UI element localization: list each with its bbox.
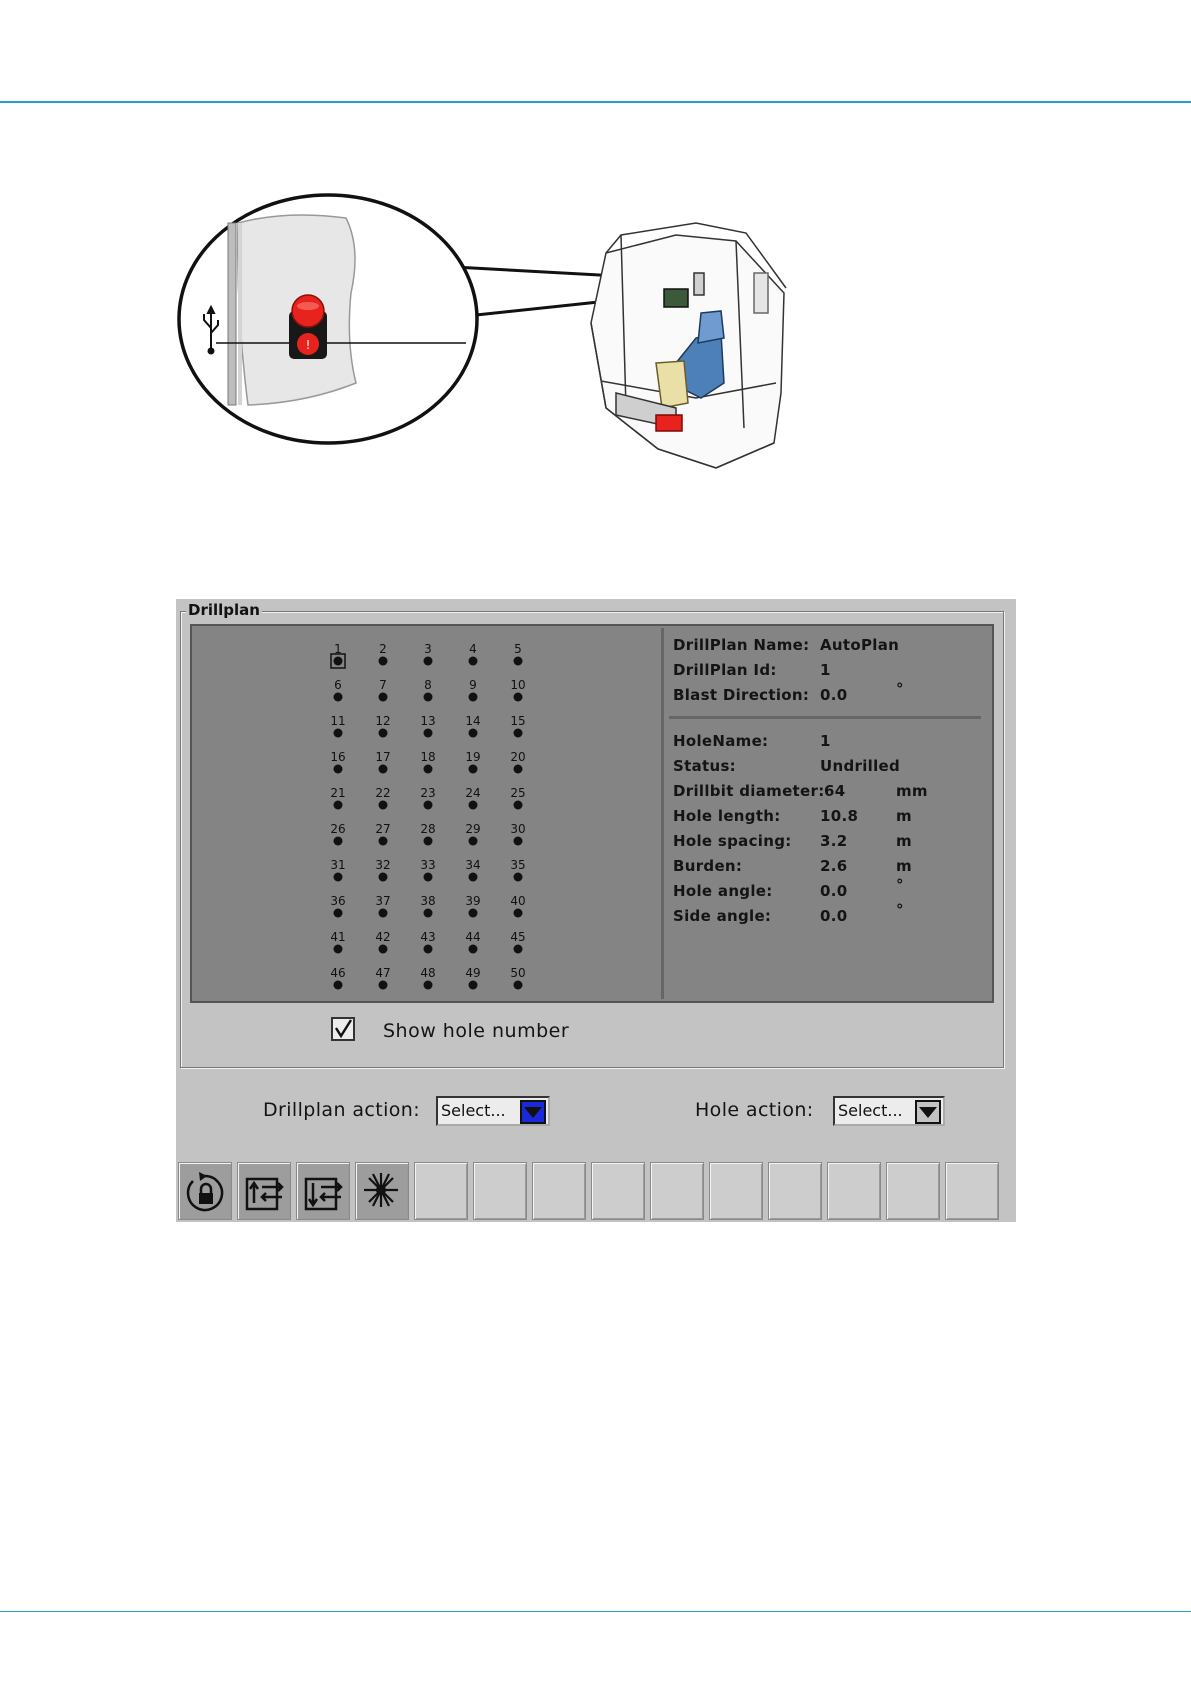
hole-dot: [379, 945, 388, 954]
cab-display: [664, 289, 688, 307]
hole-number: 2: [379, 642, 387, 656]
hole-dot: [514, 765, 523, 774]
info-value: 0.0: [820, 882, 848, 900]
drill-hole[interactable]: [420, 894, 435, 918]
info-label: Hole spacing:: [673, 832, 792, 850]
info-value: 3.2: [820, 832, 848, 850]
hole-dot: [514, 657, 523, 666]
hole-dot: [334, 837, 343, 846]
hole-dot: [334, 693, 343, 702]
hole-number: 45: [510, 930, 526, 944]
info-row-hole-name: [673, 732, 981, 754]
softkey-13[interactable]: [886, 1162, 940, 1220]
drill-hole[interactable]: [465, 786, 480, 810]
drill-hole[interactable]: [330, 786, 345, 810]
dropdown-arrow-button[interactable]: [520, 1100, 546, 1124]
plan-info-panel: [669, 628, 981, 719]
show-hole-number-row[interactable]: [331, 1017, 631, 1047]
drill-hole[interactable]: [420, 714, 435, 738]
hole-dot: [334, 657, 343, 666]
hole-dot: [379, 981, 388, 990]
hole-dot: [424, 765, 433, 774]
drill-hole[interactable]: [510, 894, 525, 918]
hole-number: 4: [469, 642, 477, 656]
info-label: HoleName:: [673, 732, 769, 750]
hole-dot: [379, 693, 388, 702]
hole-number: 48: [420, 966, 436, 980]
hole-number: 14: [465, 714, 481, 728]
drill-hole[interactable]: [469, 642, 478, 666]
hole-dot: [514, 945, 523, 954]
hole-number: 20: [510, 750, 526, 764]
export-plan-icon: [301, 1169, 347, 1215]
drill-hole[interactable]: [420, 930, 435, 954]
hole-number: 5: [514, 642, 522, 656]
hole-dot: [424, 801, 433, 810]
softkey-6[interactable]: [473, 1162, 527, 1220]
info-row-hole-angle: [673, 876, 981, 904]
hole-number: 1: [334, 642, 342, 656]
hole-number: 22: [375, 786, 391, 800]
hole-dot: [424, 981, 433, 990]
hole-dot: [469, 873, 478, 882]
softkey-10[interactable]: [709, 1162, 763, 1220]
info-value: 2.6: [820, 857, 848, 875]
softkey-8[interactable]: [591, 1162, 645, 1220]
drill-hole[interactable]: [375, 822, 390, 846]
hole-number: 43: [420, 930, 436, 944]
hole-dot: [334, 873, 343, 882]
hole-number: 47: [375, 966, 391, 980]
hole-number: 36: [330, 894, 346, 908]
hole-dot: [469, 693, 478, 702]
select-value: Select...: [441, 1101, 506, 1120]
info-value: 10.8: [820, 807, 859, 825]
drill-hole[interactable]: [420, 786, 435, 810]
hole-number: 18: [420, 750, 436, 764]
drill-hole[interactable]: [465, 714, 480, 738]
info-label: Hole angle:: [673, 882, 773, 900]
drill-hole[interactable]: [514, 642, 523, 666]
info-row-burden: [673, 857, 981, 879]
hole-dot: [514, 729, 523, 738]
drill-hole[interactable]: [375, 786, 390, 810]
hole-dot: [469, 729, 478, 738]
hole-dot: [379, 801, 388, 810]
drill-hole[interactable]: [379, 642, 388, 666]
hole-number: 6: [334, 678, 342, 692]
drill-hole[interactable]: [510, 966, 525, 990]
info-value: Undrilled: [820, 757, 901, 775]
hole-dot: [514, 909, 523, 918]
hole-number: 35: [510, 858, 526, 872]
drill-hole[interactable]: [510, 678, 525, 702]
softkey-7[interactable]: [532, 1162, 586, 1220]
hole-number: 46: [330, 966, 346, 980]
info-value: AutoPlan: [820, 636, 900, 654]
drill-hole[interactable]: [375, 894, 390, 918]
hole-dot: [469, 945, 478, 954]
info-unit: °: [896, 876, 904, 894]
info-value: 0.0: [820, 686, 848, 704]
hole-dot: [379, 657, 388, 666]
show-hole-number-label: Show hole number: [383, 1020, 570, 1042]
red-cap: [292, 295, 324, 327]
hole-number: 32: [375, 858, 391, 872]
drill-hole[interactable]: [424, 678, 433, 702]
hole-dot: [334, 801, 343, 810]
drill-hole[interactable]: [375, 966, 390, 990]
hole-number: 24: [465, 786, 481, 800]
hole-number: 15: [510, 714, 526, 728]
hole-action-select[interactable]: [833, 1096, 945, 1126]
hole-number: 34: [465, 858, 481, 872]
drill-hole[interactable]: [465, 930, 480, 954]
hole-number: 23: [420, 786, 436, 800]
drill-hole[interactable]: [420, 858, 435, 882]
hole-number: 7: [379, 678, 387, 692]
hole-number: 10: [510, 678, 526, 692]
softkey-12[interactable]: [827, 1162, 881, 1220]
triangle-down-icon: [522, 1102, 544, 1122]
drill-hole[interactable]: [510, 822, 525, 846]
softkey-3[interactable]: [296, 1162, 350, 1220]
hole-number: 3: [424, 642, 432, 656]
drill-hole[interactable]: [330, 966, 345, 990]
cab-drawing: [591, 223, 786, 468]
hole-dot: [514, 981, 523, 990]
hole-number: 25: [510, 786, 526, 800]
drill-hole[interactable]: [420, 966, 435, 990]
hole-number: 8: [424, 678, 432, 692]
hole-dot: [379, 765, 388, 774]
info-label: DrillPlan Id:: [673, 661, 777, 679]
hole-dot: [334, 729, 343, 738]
hole-number: 41: [330, 930, 346, 944]
laser-icon: [360, 1169, 406, 1215]
hole-dot: [424, 693, 433, 702]
hole-grid-area[interactable]: [194, 628, 664, 999]
hole-dot: [424, 945, 433, 954]
hole-dot: [379, 873, 388, 882]
triangle-down-icon: [917, 1102, 939, 1122]
hole-number: 27: [375, 822, 391, 836]
hole-number: 29: [465, 822, 481, 836]
select-value: Select...: [838, 1101, 903, 1120]
hole-number: 28: [420, 822, 436, 836]
softkey-9[interactable]: [650, 1162, 704, 1220]
import-plan-icon: [242, 1169, 288, 1215]
drill-hole[interactable]: [510, 786, 525, 810]
softkey-11[interactable]: [768, 1162, 822, 1220]
info-label: Hole length:: [673, 807, 781, 825]
hole-number: 30: [510, 822, 526, 836]
hole-dot: [469, 765, 478, 774]
drill-hole[interactable]: [375, 750, 390, 774]
hole-number: 42: [375, 930, 391, 944]
drill-hole[interactable]: [375, 858, 390, 882]
hole-number: 19: [465, 750, 481, 764]
lock-rotate-icon: [183, 1169, 229, 1215]
dropdown-arrow-button[interactable]: [915, 1100, 941, 1124]
hole-number: 16: [330, 750, 346, 764]
show-hole-number-checkbox[interactable]: [331, 1017, 355, 1041]
hole-dot: [469, 909, 478, 918]
hole-number: 33: [420, 858, 436, 872]
hole-dot: [424, 909, 433, 918]
drill-hole[interactable]: [465, 822, 480, 846]
softkey-1[interactable]: [178, 1162, 232, 1220]
hole-dot: [514, 837, 523, 846]
hole-number: 12: [375, 714, 391, 728]
info-value: 1: [820, 732, 831, 750]
drill-hole[interactable]: [420, 750, 435, 774]
info-row-plan-id: [673, 661, 981, 683]
hole-number: 39: [465, 894, 481, 908]
drill-hole[interactable]: [510, 714, 525, 738]
drill-hole[interactable]: [465, 966, 480, 990]
info-row-status: [673, 757, 981, 779]
hole-dot: [334, 909, 343, 918]
drill-hole[interactable]: [510, 750, 525, 774]
info-row-blast-direction: [673, 680, 981, 708]
info-unit: mm: [896, 782, 928, 800]
softkey-2[interactable]: [237, 1162, 291, 1220]
info-row-plan-name: [673, 636, 981, 658]
hole-dot: [379, 837, 388, 846]
drill-hole[interactable]: [465, 750, 480, 774]
info-label: Side angle:: [673, 907, 772, 925]
hole-number: 40: [510, 894, 526, 908]
hole-dot: [334, 945, 343, 954]
drill-hole[interactable]: [330, 930, 345, 954]
info-unit: °: [896, 901, 904, 919]
softkey-bar: [178, 1162, 1014, 1220]
drill-hole[interactable]: [379, 678, 388, 702]
hole-grid[interactable]: [194, 628, 662, 999]
info-row-hole-length: [673, 807, 981, 829]
softkey-14[interactable]: [945, 1162, 999, 1220]
info-unit: m: [896, 832, 912, 850]
hole-dot: [334, 981, 343, 990]
hole-dot: [469, 801, 478, 810]
hole-dot: [514, 693, 523, 702]
drill-hole[interactable]: [330, 750, 345, 774]
hole-number: 17: [375, 750, 391, 764]
drill-hole[interactable]: [375, 714, 390, 738]
hole-number: 13: [420, 714, 436, 728]
drill-hole[interactable]: [330, 822, 345, 846]
hole-dot: [424, 873, 433, 882]
hole-number: 11: [330, 714, 346, 728]
top-rule: [0, 101, 1191, 103]
info-label: Status:: [673, 757, 736, 775]
drill-hole[interactable]: [420, 822, 435, 846]
hole-dot: [514, 801, 523, 810]
info-unit: m: [896, 857, 912, 875]
hole-dot: [379, 729, 388, 738]
bottom-rule: [0, 1611, 1191, 1612]
softkey-5[interactable]: [414, 1162, 468, 1220]
info-value: 64: [824, 782, 846, 800]
drillplan-action-select[interactable]: [436, 1096, 550, 1126]
info-label: Drillbit diameter:: [673, 782, 825, 800]
drillplan-action-label: Drillplan action:: [263, 1099, 421, 1121]
hole-number: 44: [465, 930, 481, 944]
hole-dot: [424, 657, 433, 666]
hole-number: 38: [420, 894, 436, 908]
hole-number: 37: [375, 894, 391, 908]
drill-hole[interactable]: [469, 678, 478, 702]
drill-hole[interactable]: [510, 930, 525, 954]
hole-dot: [424, 729, 433, 738]
button-mark: !: [305, 338, 311, 352]
info-label: Blast Direction:: [673, 686, 810, 704]
drill-hole[interactable]: [465, 894, 480, 918]
drillplan-panel: [190, 624, 994, 1003]
drill-hole[interactable]: [465, 858, 480, 882]
hole-info-panel: [669, 720, 981, 1000]
hole-dot: [379, 909, 388, 918]
hole-number: 21: [330, 786, 346, 800]
hole-number: 31: [330, 858, 346, 872]
drill-hole[interactable]: [331, 642, 345, 668]
info-row-hole-spacing: [673, 832, 981, 854]
hole-number: 49: [465, 966, 481, 980]
hole-dot: [469, 657, 478, 666]
drill-hole[interactable]: [510, 858, 525, 882]
hole-dot: [334, 765, 343, 774]
hole-dot: [514, 873, 523, 882]
drill-hole[interactable]: [330, 858, 345, 882]
hole-dot: [469, 837, 478, 846]
drill-hole[interactable]: [330, 714, 345, 738]
hole-dot: [424, 837, 433, 846]
info-row-drillbit-diameter: [673, 782, 981, 804]
cab-usb-illustration: [176, 193, 910, 498]
hole-action-label: Hole action:: [695, 1099, 814, 1121]
info-row-side-angle: [673, 901, 981, 929]
group-title: Drillplan: [188, 601, 260, 619]
drillplan-screen: [176, 599, 1016, 1222]
info-unit: m: [896, 807, 912, 825]
hole-number: 26: [330, 822, 346, 836]
drill-hole[interactable]: [424, 642, 433, 666]
info-value: 1: [820, 661, 831, 679]
hole-dot: [469, 981, 478, 990]
checkmark-icon: [333, 1019, 353, 1039]
info-label: Burden:: [673, 857, 743, 875]
info-unit: °: [896, 680, 904, 698]
drill-hole[interactable]: [334, 678, 343, 702]
info-value: 0.0: [820, 907, 848, 925]
drill-hole[interactable]: [375, 930, 390, 954]
softkey-4[interactable]: [355, 1162, 409, 1220]
drill-hole[interactable]: [330, 894, 345, 918]
hole-number: 50: [510, 966, 526, 980]
info-label: DrillPlan Name:: [673, 636, 810, 654]
hole-number: 9: [469, 678, 477, 692]
